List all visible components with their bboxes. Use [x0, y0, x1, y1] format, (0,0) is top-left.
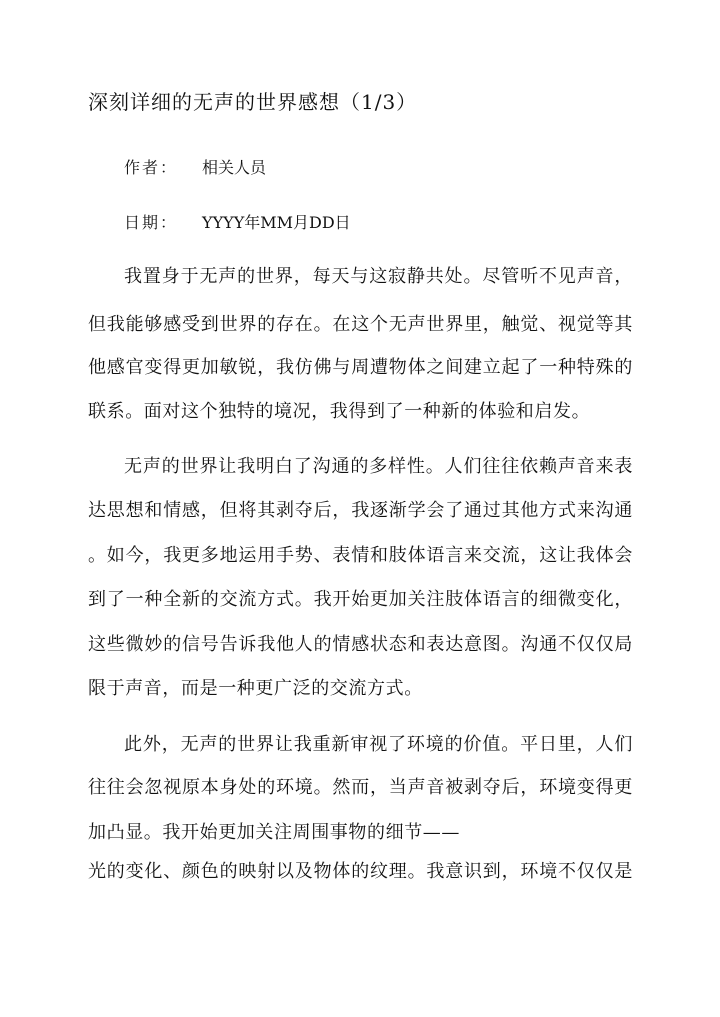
paragraph-3-line: 此外，无声的世界让我重新审视了环境的价值。平日里，人们 [124, 734, 633, 755]
paragraph-2-line: 到了一种全新的交流方式。我开始更加关注肢体语言的细微变化， [88, 589, 633, 610]
paragraph-3-line: 光的变化、颜色的映射以及物体的纹理。我意识到，环境不仅仅是 [88, 861, 633, 882]
paragraph-1-line: 我置身于无声的世界，每天与这寂静共处。尽管听不见声音， [124, 266, 633, 287]
paragraph-2-line: 达思想和情感，但将其剥夺后，我逐渐学会了通过其他方式来沟通 [88, 500, 633, 521]
date-label: 日期： [124, 213, 179, 232]
date-value: YYYY年MM月DD日 [202, 213, 351, 232]
paragraph-3-line: 加凸显。我开始更加关注周围事物的细节—— [88, 822, 460, 843]
paragraph-1-line: 他感官变得更加敏锐，我仿佛与周遭物体之间建立起了一种特殊的 [88, 357, 633, 378]
paragraph-2-line: 。如今，我更多地运用手势、表情和肢体语言来交流，这让我体会 [88, 545, 633, 566]
author-line [124, 155, 266, 178]
paragraph-2-line: 限于声音，而是一种更广泛的交流方式。 [88, 678, 423, 699]
paragraph-1-line: 联系。面对这个独特的境况，我得到了一种新的体验和启发。 [88, 401, 591, 422]
paragraph-1-line: 但我能够感受到世界的存在。在这个无声世界里，触觉、视觉等其 [88, 314, 633, 335]
paragraph-2-line: 这些微妙的信号告诉我他人的情感状态和表达意图。沟通不仅仅局 [88, 634, 633, 655]
document-title: 深刻详细的无声的世界感想（1/3） [88, 90, 418, 114]
author-value: 相关人员 [202, 158, 267, 177]
date-line [124, 210, 351, 233]
author-label: 作者： [124, 158, 179, 177]
paragraph-2-line: 无声的世界让我明白了沟通的多样性。人们往往依赖声音来表 [124, 456, 633, 477]
paragraph-3-line: 往往会忽视原本身处的环境。然而，当声音被剥夺后，环境变得更 [88, 777, 633, 798]
